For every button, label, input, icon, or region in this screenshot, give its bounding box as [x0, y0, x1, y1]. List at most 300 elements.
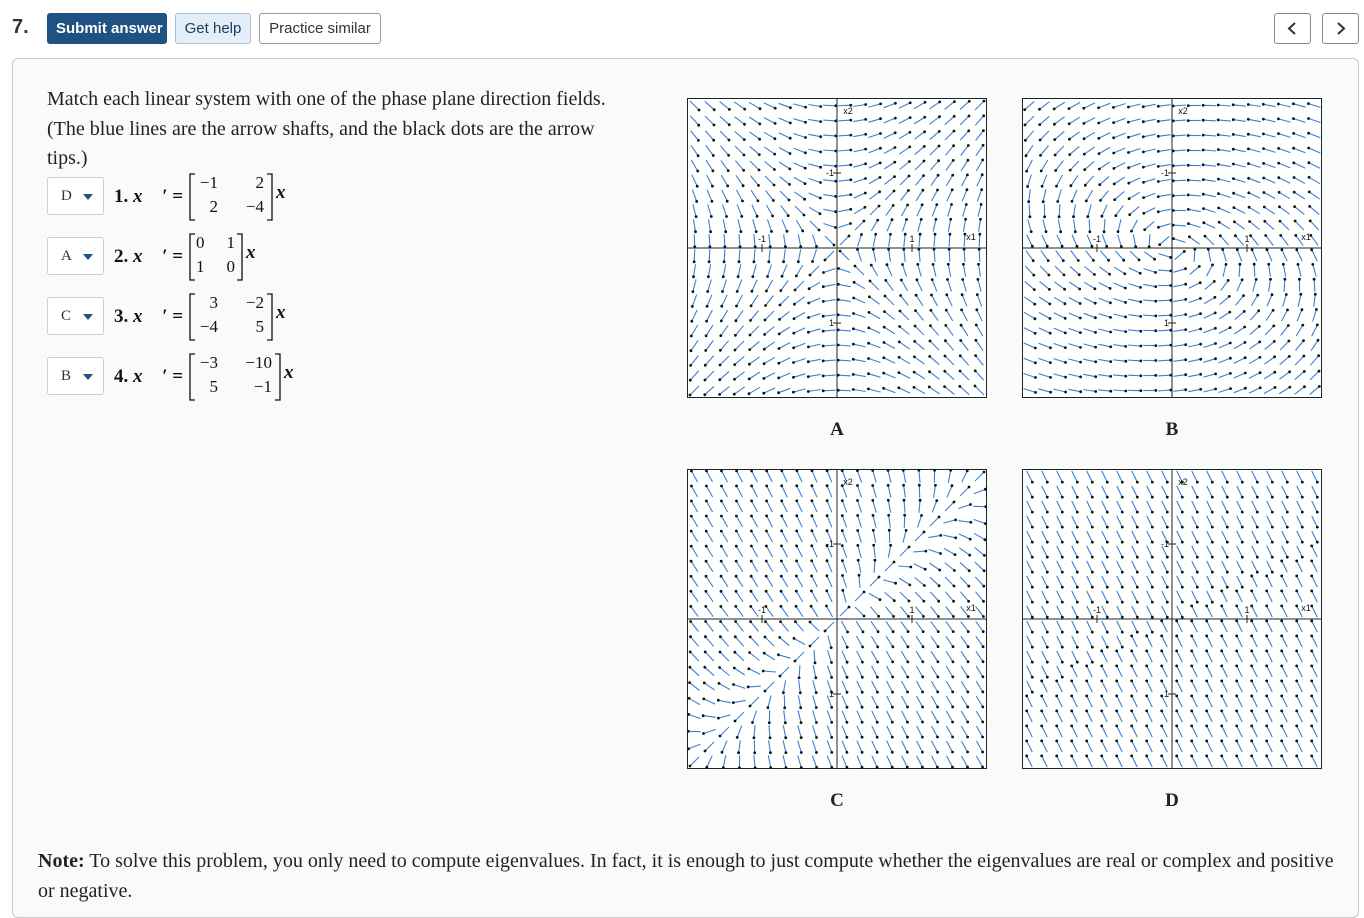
arrow-tip [698, 109, 701, 112]
arrow-tip [822, 389, 825, 392]
arrow-tip [1278, 191, 1281, 194]
arrow-tip [1121, 586, 1124, 589]
arrow-tip [692, 290, 695, 293]
arrow-tip [856, 499, 859, 502]
arrow-tip [909, 116, 912, 119]
arrow-tip [876, 721, 879, 724]
arrow-tip [1175, 740, 1178, 743]
arrow-tip [937, 600, 940, 603]
arrow-tip [728, 139, 731, 142]
arrow-tip [1046, 481, 1049, 484]
arrow-tip [954, 553, 957, 556]
arrow-tip [1151, 541, 1154, 544]
arrow-tip [1106, 496, 1109, 499]
arrow-tip [734, 349, 737, 352]
arrow-tip [1196, 481, 1199, 484]
arrow-tip [1142, 120, 1145, 123]
arrow-tip [936, 751, 939, 754]
arrow-tip [935, 499, 938, 502]
next-question-button[interactable] [1322, 13, 1359, 44]
arrow-tip [1301, 556, 1304, 559]
arrow-tip [1100, 650, 1103, 653]
arrow-tip [1220, 635, 1223, 638]
arrow-tip [830, 676, 833, 679]
submit-answer-button[interactable]: Submit answer [47, 13, 167, 44]
arrow-tip [1124, 316, 1127, 319]
arrow-tip [1041, 185, 1044, 188]
arrow-tip [705, 334, 708, 337]
arrow-tip [1211, 526, 1214, 529]
arrow-shaft [1158, 330, 1171, 331]
arrow-tip [898, 371, 901, 374]
arrow-tip [721, 290, 724, 293]
arrow-tip [886, 263, 889, 266]
arrow-tip [1250, 680, 1253, 683]
arrow-tip [1130, 650, 1133, 653]
arrow-tip [1211, 541, 1214, 544]
arrow-tip [923, 531, 926, 534]
arrow-tip [765, 560, 768, 563]
arrow-tip [884, 295, 887, 298]
arrow-tip [743, 154, 746, 157]
arrow-tip [697, 139, 700, 142]
arrow-tip [928, 355, 931, 358]
arrow-tip [1124, 330, 1127, 333]
arrow-tip [774, 137, 777, 140]
arrow-tip [1190, 620, 1193, 623]
arrow-tip [1121, 511, 1124, 514]
arrow-tip [1295, 710, 1298, 713]
arrow-tip [919, 499, 922, 502]
arrow-tip [704, 379, 707, 382]
arrow-tip [1187, 194, 1190, 197]
arrow-tip [740, 230, 743, 233]
arrow-tip [906, 661, 909, 664]
arrow-tip [1136, 631, 1139, 634]
arrow-tip [1184, 373, 1187, 376]
arrow-tip [785, 766, 788, 769]
arrow-tip [1308, 176, 1311, 179]
arrow-tip [1244, 372, 1247, 375]
arrow-tip [1109, 316, 1112, 319]
arrow-tip [799, 691, 802, 694]
arrow-tip [793, 303, 796, 306]
arrow-tip [810, 590, 813, 593]
arrow-tip [924, 101, 927, 104]
arrow-tip [1184, 343, 1187, 346]
arrow-tip [773, 153, 776, 156]
arrow-tip [810, 575, 813, 578]
arrow-tip [878, 190, 881, 193]
arrow-tip [852, 388, 855, 391]
arrow-tip [788, 199, 791, 202]
arrow-tip [1054, 154, 1057, 157]
arrow-tip [1244, 341, 1247, 344]
arrow-tip [975, 324, 978, 327]
arrow-tip [1241, 586, 1244, 589]
arrow-tip [1070, 665, 1073, 668]
arrow-tip [1061, 586, 1064, 589]
arrow-tip [758, 169, 761, 172]
arrow-tip [1258, 325, 1261, 328]
arrow-tip [704, 635, 707, 638]
arrow-tip [706, 305, 709, 308]
arrow-tip [938, 516, 941, 519]
arrow-tip [974, 385, 977, 388]
arrow-tip [810, 605, 813, 608]
arrow-tip [773, 168, 776, 171]
arrow-tip [1217, 178, 1220, 181]
arrow-tip [692, 275, 695, 278]
arrow-tip [1190, 740, 1193, 743]
arrow-tip [1053, 138, 1056, 141]
arrow-tip [794, 660, 797, 663]
arrow-tip [1218, 221, 1221, 224]
arrow-tip [1196, 541, 1199, 544]
arrow-tip [780, 545, 783, 548]
arrow-tip [1085, 665, 1088, 668]
plot-label-A: A [687, 419, 987, 441]
arrow-tip [1286, 526, 1289, 529]
answer-select-1[interactable] [47, 177, 104, 215]
arrow-tip [891, 736, 894, 739]
arrow-tip [1031, 511, 1034, 514]
arrow-tip [848, 235, 851, 238]
arrow-tip [1295, 740, 1298, 743]
arrow-tip [825, 605, 828, 608]
arrow-tip [830, 766, 833, 769]
arrow-tip [1145, 740, 1148, 743]
arrow-tip [1226, 496, 1229, 499]
arrow-tip [1040, 170, 1043, 173]
matrix-cell: −10 [245, 353, 272, 373]
arrow-tip [710, 215, 713, 218]
arrow-tip [777, 377, 780, 380]
arrow-tip [792, 361, 795, 364]
arrow-tip [1313, 278, 1316, 281]
arrow-tip [1211, 481, 1214, 484]
vector-x: x⃗ [284, 362, 308, 384]
arrow-tip [1232, 148, 1235, 151]
arrow-tip [1307, 132, 1310, 135]
arrow-tip [1220, 695, 1223, 698]
arrow-tip [777, 391, 780, 394]
arrow-tip [1213, 280, 1216, 283]
arrow-tip [1160, 620, 1163, 623]
arrow-tip [982, 630, 985, 633]
arrow-tip [690, 485, 693, 488]
arrow-tip [717, 699, 720, 702]
arrow-tip [920, 514, 923, 517]
arrow-tip [1031, 541, 1034, 544]
arrow-tip [1292, 162, 1295, 165]
arrow-tip [734, 605, 737, 608]
arrow-tip [1145, 710, 1148, 713]
arrow-tip [1109, 360, 1112, 363]
arrow-tip [1273, 371, 1276, 374]
arrow-tip [846, 766, 849, 769]
arrow-tip [864, 148, 867, 151]
arrow-tip [966, 766, 969, 769]
arrow-tip [750, 530, 753, 533]
arrow-tip [1091, 646, 1094, 649]
arrow-tip [939, 552, 942, 555]
system-label: 3. x⃗ ′ = [114, 306, 183, 328]
arrow-tip [1205, 605, 1208, 608]
arrow-tip [1100, 725, 1103, 728]
arrow-shaft [979, 249, 980, 262]
arrow-tip [1181, 586, 1184, 589]
arrow-tip [975, 339, 978, 342]
arrow-tip [1158, 243, 1161, 246]
arrow-tip [1046, 646, 1049, 649]
arrow-tip [1045, 230, 1048, 233]
x-tick-label: 1 [909, 605, 914, 615]
arrow-tip [1241, 511, 1244, 514]
arrow-tip [1271, 541, 1274, 544]
arrow-tip [1091, 601, 1094, 604]
arrow-tip [1121, 526, 1124, 529]
arrow-tip [969, 538, 972, 541]
arrow-tip [709, 230, 712, 233]
arrow-tip [819, 197, 822, 200]
arrow-tip [1241, 278, 1244, 281]
y-tick-label: 1 [1164, 318, 1169, 328]
arrow-tip [1121, 481, 1124, 484]
arrow-tip [789, 137, 792, 140]
arrow-tip [981, 751, 984, 754]
arrow-tip [703, 393, 706, 396]
arrow-tip [1262, 133, 1265, 136]
arrow-tip [1115, 650, 1118, 653]
arrow-tip [720, 485, 723, 488]
arrow-tip [952, 645, 955, 648]
arrow-tip [811, 484, 814, 487]
arrow-tip [1063, 288, 1066, 291]
arrow-tip [809, 621, 812, 624]
arrow-tip [1130, 710, 1133, 713]
arrow-tip [1280, 740, 1283, 743]
matrix-cell: −4 [200, 317, 218, 337]
arrow-tip [1094, 316, 1097, 319]
arrow-tip [1040, 755, 1043, 758]
arrow-tip [1094, 375, 1097, 378]
arrow-tip [1190, 680, 1193, 683]
answer-select-3[interactable] [47, 297, 104, 335]
arrow-tip [870, 264, 873, 267]
arrow-tip [872, 544, 875, 547]
arrow-tip [1220, 710, 1223, 713]
arrow-tip [795, 590, 798, 593]
arrow-tip [1187, 222, 1190, 225]
arrow-tip [690, 575, 693, 578]
arrow-tip [934, 233, 937, 236]
arrow-tip [891, 691, 894, 694]
answer-select-4[interactable] [47, 357, 104, 395]
arrow-tip [1256, 541, 1259, 544]
arrow-tip [1190, 650, 1193, 653]
arrow-tip [951, 706, 954, 709]
arrow-tip [778, 347, 781, 350]
arrow-tip [879, 117, 882, 120]
arrow-tip [909, 101, 912, 104]
arrow-tip [915, 294, 918, 297]
arrow-tip [860, 233, 863, 236]
arrow-tip [1297, 263, 1300, 266]
arrow-tip [720, 590, 723, 593]
arrow-tip [1061, 526, 1064, 529]
arrow-tip [800, 736, 803, 739]
arrow-tip [899, 294, 902, 297]
arrow-tip [755, 230, 758, 233]
arrow-tip [1064, 332, 1067, 335]
arrow-tip [876, 676, 879, 679]
arrow-tip [1250, 695, 1253, 698]
arrow-tip [711, 200, 714, 203]
y-tick-label: -1 [826, 539, 834, 549]
arrow-tip [1187, 208, 1190, 211]
arrow-tip [980, 188, 983, 191]
arrow-tip [1145, 650, 1148, 653]
arrow-tip [907, 645, 910, 648]
y-tick-label: -1 [1161, 539, 1169, 549]
arrow-tip [1063, 274, 1066, 277]
arrow-tip [1220, 755, 1223, 758]
arrow-tip [858, 574, 861, 577]
arrow-tip [770, 230, 773, 233]
system-label: 1. x⃗ ′ = [114, 186, 183, 208]
arrow-tip [1199, 373, 1202, 376]
arrow-tip [950, 203, 953, 206]
arrow-tip [849, 193, 852, 196]
arrow-tip [795, 575, 798, 578]
arrow-tip [1085, 755, 1088, 758]
arrow-tip [891, 676, 894, 679]
arrow-tip [809, 274, 812, 277]
arrow-tip [888, 529, 891, 532]
arrow-tip [793, 317, 796, 320]
arrow-tip [891, 721, 894, 724]
arrow-tip [689, 765, 692, 768]
practice-similar-button[interactable]: Practice similar [259, 13, 381, 44]
matrix-cell: 2 [210, 197, 219, 217]
arrow-tip [1256, 511, 1259, 514]
get-help-button[interactable]: Get help [175, 13, 251, 44]
arrow-tip [891, 706, 894, 709]
arrow-tip [876, 219, 879, 222]
arrow-tip [1220, 650, 1223, 653]
arrow-tip [1250, 635, 1253, 638]
arrow-tip [861, 691, 864, 694]
arrow-tip [1085, 200, 1088, 203]
arrow-tip [740, 215, 743, 218]
arrow-tip [966, 174, 969, 177]
arrow-tip [1112, 106, 1115, 109]
x-tick-label: 1 [909, 234, 914, 244]
arrow-tip [1023, 108, 1026, 111]
arrow-tip [1025, 725, 1028, 728]
arrow-tip [1114, 214, 1117, 217]
arrow-tip [1130, 755, 1133, 758]
arrow-tip [788, 183, 791, 186]
arrow-tip [826, 469, 829, 472]
arrow-tip [1055, 725, 1058, 728]
arrow-tip [952, 600, 955, 603]
arrow-tip [1070, 680, 1073, 683]
arrow-tip [1262, 177, 1265, 180]
plot-label-C: C [687, 790, 987, 812]
arrow-tip [846, 661, 849, 664]
arrow-tip [1202, 163, 1205, 166]
arrow-tip [1199, 297, 1202, 300]
answer-select-2[interactable] [47, 237, 104, 275]
arrow-tip [780, 500, 783, 503]
arrow-tip [846, 736, 849, 739]
arrow-tip [787, 214, 790, 217]
arrow-tip [1181, 556, 1184, 559]
arrow-tip [1094, 331, 1097, 334]
arrow-tip [1145, 680, 1148, 683]
arrow-tip [961, 293, 964, 296]
arrow-tip [953, 130, 956, 133]
arrow-tip [961, 278, 964, 281]
arrow-tip [1043, 215, 1046, 218]
arrow-tip [1288, 386, 1291, 389]
arrow-tip [939, 534, 942, 537]
arrow-tip [929, 324, 932, 327]
arrow-tip [1235, 755, 1238, 758]
arrow-tip [1175, 665, 1178, 668]
arrow-tip [1211, 264, 1214, 267]
arrow-tip [936, 189, 939, 192]
arrow-tip [879, 598, 882, 601]
arrow-tip [1310, 695, 1313, 698]
arrow-tip [1142, 135, 1145, 138]
arrow-tip [1265, 740, 1268, 743]
arrow-tip [982, 645, 985, 648]
arrow-tip [1136, 541, 1139, 544]
arrow-tip [1109, 287, 1112, 290]
arrow-tip [1154, 271, 1157, 274]
arrow-tip [703, 682, 706, 685]
arrow-tip [808, 287, 811, 290]
arrow-tip [920, 218, 923, 221]
arrow-tip [1295, 605, 1298, 608]
arrow-tip [861, 766, 864, 769]
arrow-tip [916, 263, 919, 266]
arrow-tip [743, 108, 746, 111]
arrow-tip [1214, 342, 1217, 345]
previous-question-button[interactable] [1274, 13, 1311, 44]
arrow-tip [867, 357, 870, 360]
arrow-tip [724, 230, 727, 233]
arrow-tip [898, 325, 901, 328]
arrow-tip [902, 484, 905, 487]
arrow-tip [1154, 389, 1157, 392]
arrow-tip [1076, 601, 1079, 604]
arrow-tip [696, 170, 699, 173]
arrow-tip [1184, 298, 1187, 301]
arrow-tip [1139, 300, 1142, 303]
arrow-tip [1198, 265, 1201, 268]
arrow-tip [951, 766, 954, 769]
arrow-tip [944, 339, 947, 342]
arrow-tip [1303, 385, 1306, 388]
arrow-tip [1145, 635, 1148, 638]
arrow-tip [763, 377, 766, 380]
vector-x: x⃗ [276, 302, 300, 324]
arrow-tip [1226, 556, 1229, 559]
